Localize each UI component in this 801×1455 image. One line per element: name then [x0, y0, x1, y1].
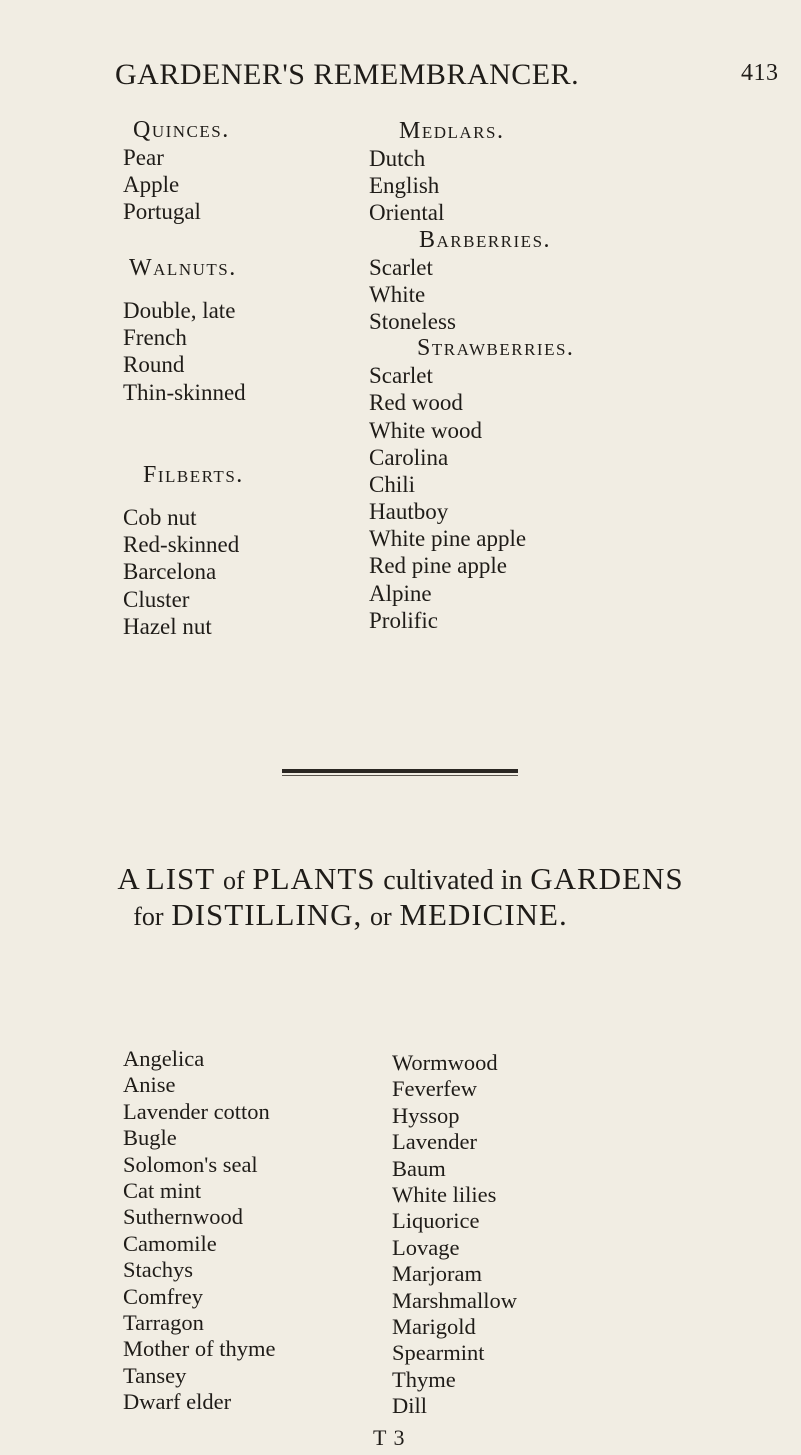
- list-item: Marjoram: [392, 1261, 482, 1287]
- list-item: Cob nut: [123, 505, 197, 530]
- quinces-section: [123, 117, 230, 226]
- list-item: White wood: [369, 417, 483, 443]
- list-item: Cat mint: [123, 1177, 202, 1203]
- title-word: MEDICINE.: [399, 897, 568, 932]
- list-item: Scarlet: [369, 254, 433, 280]
- medlars-section: [369, 118, 574, 634]
- title-word: DISTILLING,: [171, 897, 363, 932]
- list-item: Chili: [369, 471, 416, 497]
- list-item: Feverfew: [392, 1076, 477, 1102]
- title-word: of: [222, 866, 245, 895]
- list-item: Suthernwood: [123, 1204, 243, 1230]
- list-item: Lavender cotton: [123, 1098, 270, 1124]
- list-item: Red wood: [369, 390, 463, 416]
- list-item: Thin-skinned: [123, 379, 246, 405]
- list-item: Lovage: [392, 1234, 460, 1260]
- list-item: Wormwood: [392, 1050, 498, 1075]
- list-item: Apple: [123, 172, 180, 198]
- list-item: White: [369, 281, 426, 307]
- list-item: French: [123, 325, 187, 351]
- running-title: GARDENER'S REMEMBRANCER.: [115, 58, 580, 91]
- list-item: Tarragon: [123, 1309, 204, 1335]
- title-word: for: [133, 902, 164, 931]
- list-item: Hazel nut: [123, 613, 212, 639]
- list-item: Liquorice: [392, 1208, 480, 1234]
- title-word: GARDENS: [530, 861, 684, 896]
- list-item: Portugal: [123, 199, 201, 225]
- list-item: Marigold: [392, 1313, 476, 1339]
- page-number: 413: [741, 60, 779, 86]
- title-line-2: [0, 898, 801, 934]
- filberts-heading: Filberts.: [143, 462, 244, 488]
- walnuts-section: [123, 255, 246, 406]
- list-item: Thyme: [392, 1366, 456, 1392]
- list-item: Oriental: [369, 200, 445, 226]
- list-item: Mother of thyme: [123, 1336, 276, 1362]
- list-item: Comfrey: [123, 1283, 203, 1309]
- list-item: Prolific: [369, 607, 438, 633]
- strawberries-heading: Strawberries.: [417, 335, 575, 362]
- list-item: Bugle: [123, 1125, 177, 1151]
- walnuts-heading: Walnuts.: [129, 255, 237, 281]
- list-item: Carolina: [369, 444, 449, 470]
- list-item: Anise: [123, 1072, 176, 1098]
- quinces-heading: Quinces.: [133, 117, 230, 143]
- list-item: Solomon's seal: [123, 1151, 258, 1177]
- plant-list-left: [123, 1046, 275, 1415]
- list-item: Baum: [392, 1155, 446, 1181]
- list-item: Scarlet: [369, 363, 433, 389]
- list-item: Spearmint: [392, 1340, 485, 1366]
- title-line-1: [117, 861, 683, 896]
- section-divider-thin: [282, 775, 518, 776]
- list-item: White lilies: [392, 1181, 497, 1207]
- list-item: English: [369, 173, 440, 199]
- list-item: Barcelona: [123, 559, 217, 585]
- filberts-section: [123, 462, 244, 640]
- list-item: Lavender: [392, 1129, 477, 1155]
- list-item: Double, late: [123, 298, 236, 323]
- list-item: Dwarf elder: [123, 1389, 232, 1415]
- plant-list-right: [392, 1050, 517, 1419]
- list-item: Alpine: [369, 580, 432, 606]
- list-item: Angelica: [123, 1046, 205, 1071]
- list-item: Marshmallow: [392, 1287, 517, 1313]
- list-item: Hautboy: [369, 499, 449, 525]
- list-item: Dill: [392, 1393, 428, 1419]
- title-word: LIST: [145, 861, 216, 896]
- barberries-heading: Barberries.: [419, 226, 552, 253]
- list-item: Red pine apple: [369, 553, 507, 579]
- title-word: A: [117, 861, 139, 896]
- title-word: cultivated in: [383, 865, 523, 896]
- list-item: Round: [123, 352, 185, 378]
- title-word: PLANTS: [252, 861, 376, 896]
- list-item: Red-skinned: [123, 532, 240, 558]
- section-divider: [282, 769, 518, 773]
- list-item: Dutch: [369, 146, 426, 171]
- list-item: Camomile: [123, 1230, 217, 1256]
- plant-list-title: [0, 862, 801, 934]
- list-item: Cluster: [123, 586, 190, 612]
- list-item: Pear: [123, 145, 164, 170]
- list-item: Hyssop: [392, 1102, 460, 1128]
- list-item: Stoneless: [369, 308, 456, 334]
- medlars-heading: Medlars.: [399, 118, 505, 144]
- signature-mark: T 3: [373, 1425, 406, 1450]
- list-item: Tansey: [123, 1362, 187, 1388]
- list-item: White pine apple: [369, 526, 527, 552]
- title-word: or: [370, 902, 392, 931]
- list-item: Stachys: [123, 1257, 193, 1283]
